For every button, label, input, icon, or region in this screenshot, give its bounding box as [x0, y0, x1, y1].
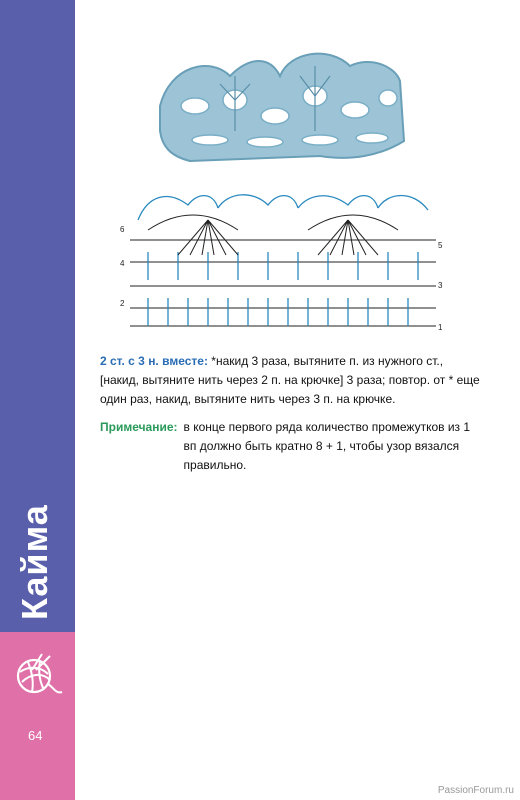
yarn-ball-icon [12, 648, 64, 700]
note-body: в конце первого ряда количество промежутков из 1 вп должно быть кратно 8 + 1, чтобы узор вязался правильно. [183, 420, 471, 472]
row-label-3: 3 [438, 281, 443, 290]
instruction-paragraph [100, 352, 480, 409]
row-label-4: 4 [120, 259, 125, 268]
instruction-body: *накид 3 раза, вытяните п. из нужного ст., [накид, вытяните нить через 2 п. на крючке] 3 раза; повтор. от * еще один раз, накид, вытяните нить через 3 п. на крючке. [100, 354, 480, 406]
row-label-6: 6 [120, 225, 125, 234]
instruction-term: 2 ст. с 3 н. вместе: [100, 354, 208, 368]
crochet-sample-photo [150, 36, 410, 166]
crochet-chart [118, 180, 448, 340]
section-title: Кайма [14, 504, 55, 620]
row-label-5: 5 [438, 241, 443, 250]
note-term: Примечание: [100, 420, 178, 434]
watermark: PassionForum.ru [437, 785, 514, 796]
sidebar [0, 0, 75, 800]
note-paragraph [100, 418, 480, 475]
row-label-1: 1 [438, 323, 443, 332]
row-label-2: 2 [120, 299, 125, 308]
page-number: 64 [28, 728, 43, 743]
